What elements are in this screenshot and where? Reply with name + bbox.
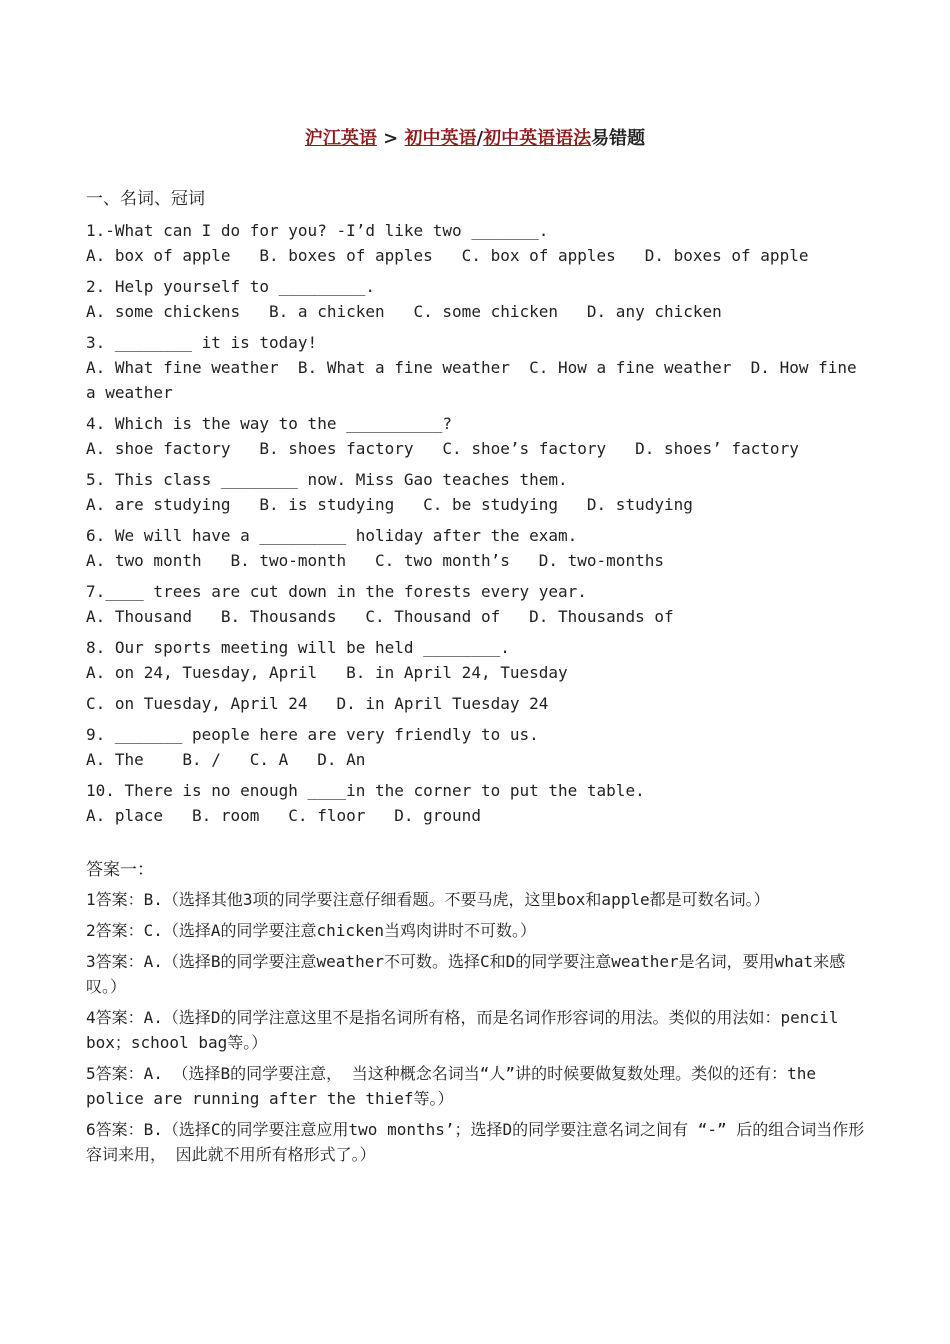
question-list [86,218,866,828]
question-item [86,218,866,268]
question-stem: 3. ________ it is today! [86,333,318,352]
breadcrumb-link-hujiang[interactable]: 沪江英语 [304,128,377,149]
question-options: A. The B. / C. A D. An [86,750,366,769]
question-stem: 5. This class ________ now. Miss Gao teaches them. [86,470,568,489]
answer-section [86,858,866,1167]
breadcrumb-separator: > [376,128,405,149]
question-item [86,274,866,324]
question-stem: 1.-What can I do for you? -I’d like two _______. [86,221,549,240]
question-item [86,635,866,716]
question-options: A. are studying B. is studying C. be studying D. studying [86,495,693,514]
question-stem: 8. Our sports meeting will be held ________. [86,638,510,657]
answer-item: 1答案：B.（选择其他3项的同学要注意仔细看题。不要马虎，这里box和apple都是可数名词。） [86,890,770,909]
question-item [86,523,866,573]
question-options: A. place B. room C. floor D. ground [86,806,481,825]
answer-list [86,887,866,1167]
question-item [86,467,866,517]
question-stem: 10. There is no enough ____in the corner to put the table. [86,781,645,800]
question-options: A. on 24, Tuesday, April B. in April 24, Tuesday [86,663,568,682]
question-item [86,778,866,828]
question-item [86,411,866,461]
breadcrumb [0,124,950,150]
question-stem: 4. Which is the way to the __________? [86,414,453,433]
question-options: A. box of apple B. boxes of apples C. box of apples D. boxes of apple [86,246,809,265]
breadcrumb-link-junior-english[interactable]: 初中英语 [404,128,477,149]
section-title: 一、名词、冠词 [86,189,205,209]
document-body [86,185,866,1173]
question-stem: 2. Help yourself to _________. [86,277,375,296]
breadcrumb-slash: / [476,128,484,149]
question-item [86,722,866,772]
question-stem: 9. _______ people here are very friendly to us. [86,725,539,744]
question-options: A. some chickens B. a chicken C. some chicken D. any chicken [86,302,722,321]
question-options: A. What fine weather B. What a fine weather C. How a fine weather D. How fine a weather [86,358,867,402]
question-options: C. on Tuesday, April 24 D. in April Tuesday 24 [86,694,549,713]
answers-title: 答案一： [86,860,154,880]
question-item [86,579,866,629]
breadcrumb-link-grammar[interactable]: 初中英语语法 [483,128,592,149]
answer-item: 6答案：B.（选择C的同学要注意应用two months’；选择D的同学要注意名词之间有 “-” 后的组合词当作形容词来用， 因此就不用所有格形式了。） [86,1120,865,1164]
answer-item: 3答案：A.（选择B的同学要注意weather不可数。选择C和D的同学要注意weather是名词，要用what来感叹。） [86,952,846,996]
question-options: A. Thousand B. Thousands C. Thousand of D. Thousands of [86,607,674,626]
answer-item: 2答案：C.（选择A的同学要注意chicken当鸡肉讲时不可数。） [86,921,536,940]
question-stem: 7.____ trees are cut down in the forests every year. [86,582,587,601]
question-options: A. shoe factory B. shoes factory C. shoe’s factory D. shoes’ factory [86,439,799,458]
question-options: A. two month B. two-month C. two month’s D. two-months [86,551,664,570]
page-title-suffix: 易错题 [591,128,646,149]
answer-item: 4答案：A.（选择D的同学注意这里不是指名词所有格，而是名词作形容词的用法。类似的用法如：pencil box；school bag等。） [86,1008,848,1052]
answer-item: 5答案：A. （选择B的同学要注意， 当这种概念名词当“人”讲的时候要做复数处理。类似的还有：the police are running after the thief等。） [86,1064,826,1108]
question-stem: 6. We will have a _________ holiday after the exam. [86,526,578,545]
question-item [86,330,866,405]
